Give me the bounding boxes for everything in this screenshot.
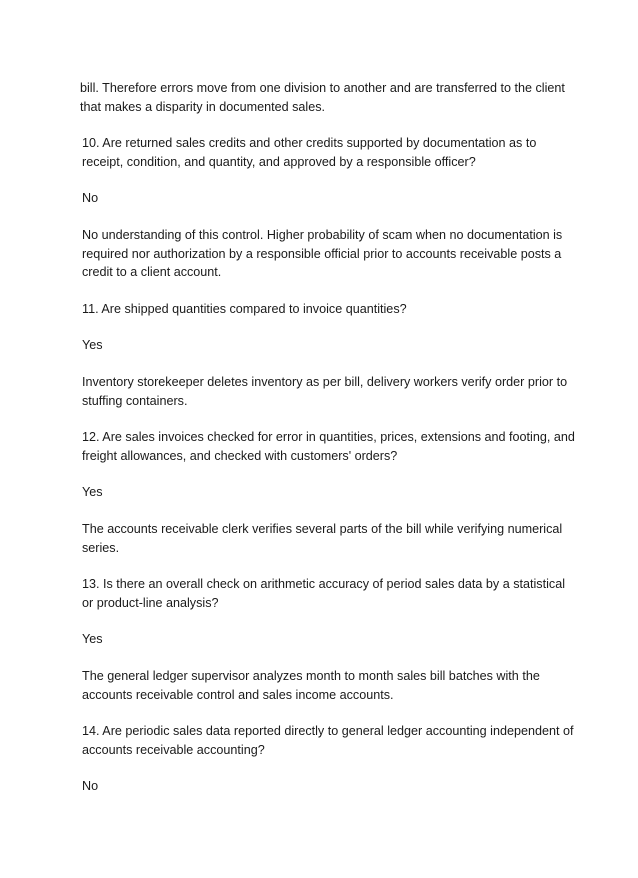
answer-10: No <box>82 191 99 205</box>
question-11: 11. Are shipped quantities compared to invoice quantities? <box>82 301 407 316</box>
question-14: 14. Are periodic sales data reported directly to general ledger accounting independent of accounts receivable accounting? <box>82 724 574 757</box>
question-13: 13. Is there an overall check on arithmetic accuracy of period sales data by a statistical or product-line analysis? <box>82 577 566 610</box>
question-12: 12. Are sales invoices checked for error in quantities, prices, extensions and footing, and freight allowances, and checked with customers' orders? <box>82 430 575 463</box>
document-body <box>80 79 575 814</box>
explanation-11: Inventory storekeeper deletes inventory as per bill, delivery workers verify order prior to stuffing containers. <box>82 375 568 408</box>
answer-11: Yes <box>82 338 103 352</box>
explanation-13: The general ledger supervisor analyzes month to month sales bill batches with the accounts receivable control and sales income accounts. <box>82 669 540 702</box>
answer-13: Yes <box>82 632 103 646</box>
explanation-10: No understanding of this control. Higher probability of scam when no documentation is required nor authorization by a responsible official prior to accounts receivable posts a credit to a client account. <box>82 228 563 279</box>
answer-12: Yes <box>82 485 103 499</box>
paragraph-bill-errors: bill. Therefore errors move from one division to another and are transferred to the client that makes a disparity in documented sales. <box>80 81 565 114</box>
answer-14: No <box>82 779 99 793</box>
question-10: 10. Are returned sales credits and other credits supported by documentation as to receipt, condition, and quantity, and approved by a responsible officer? <box>82 136 537 169</box>
explanation-12: The accounts receivable clerk verifies several parts of the bill while verifying numerical series. <box>82 522 563 555</box>
